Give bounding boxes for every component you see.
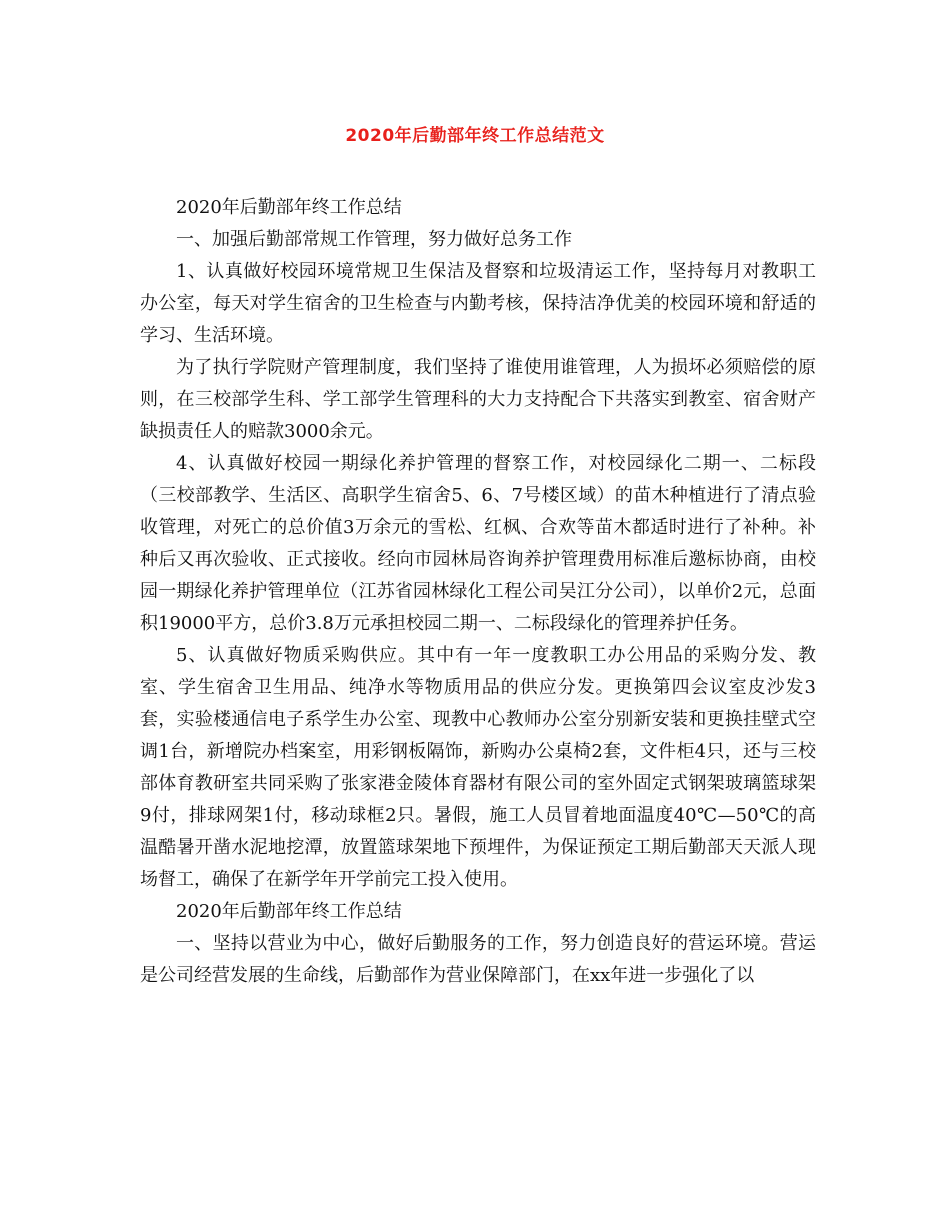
document-body [140,192,816,992]
paragraph: 4、认真做好校园一期绿化养护管理的督察工作，对校园绿化二期一、二标段（三校部教学、生活区、高职学生宿舍5、6、7号楼区域）的苗木种植进行了清点验收管理，对死亡的总价值3万余元的雪松、红枫、合欢等苗木都适时进行了补种。补种后又再次验收、正式接收。经向市园林局咨询养护管理费用标准后邀标协商，由校园一期绿化养护管理单位（江苏省园林绿化工程公司吴江分公司），以单价2元，总面积19000平方，总价3.8万元承担校园二期一、二标段绿化的管理养护任务。 [140,453,816,634]
paragraph: 一、坚持以营业为中心，做好后勤服务的工作，努力创造良好的营运环境。营运是公司经营发展的生命线，后勤部作为营业保障部门，在xx年进一步强化了以 [140,933,816,986]
paragraph: 一、加强后勤部常规工作管理，努力做好总务工作 [176,229,572,250]
paragraph: 1、认真做好校园环境常规卫生保洁及督察和垃圾清运工作，坚持每月对教职工办公室，每天对学生宿舍的卫生检查与内勤考核，保持洁净优美的校园环境和舒适的学习、生活环境。 [140,261,816,346]
paragraph: 5、认真做好物质采购供应。其中有一年一度教职工办公用品的采购分发、教室、学生宿舍卫生用品、纯净水等物质用品的供应分发。更换第四会议室皮沙发3套，实验楼通信电子系学生办公室、现教中心教师办公室分别新安装和更换挂壁式空调1台，新增院办档案室，用彩钢板隔饰，新购办公桌椅2套，文件柜4只，还与三校部体育教研室共同采购了张家港金陵体育器材有限公司的室外固定式钢架玻璃篮球架9付，排球网架1付，移动球框2只。暑假，施工人员冒着地面温度40℃—50℃的高温酷暑开凿水泥地挖潭，放置篮球架地下预埋件，为保证预定工期后勤部天天派人现场督工，确保了在新学年开学前完工投入使用。 [140,645,816,890]
paragraph: 为了执行学院财产管理制度，我们坚持了谁使用谁管理，人为损坏必须赔偿的原则，在三校部学生科、学工部学生管理科的大力支持配合下共落实到教室、宿舍财产缺损责任人的赔款3000余元。 [140,357,816,442]
paragraph: 2020年后勤部年终工作总结 [176,197,402,218]
document-title: 2020年后勤部年终工作总结范文 [345,126,605,146]
paragraph: 2020年后勤部年终工作总结 [176,901,402,922]
